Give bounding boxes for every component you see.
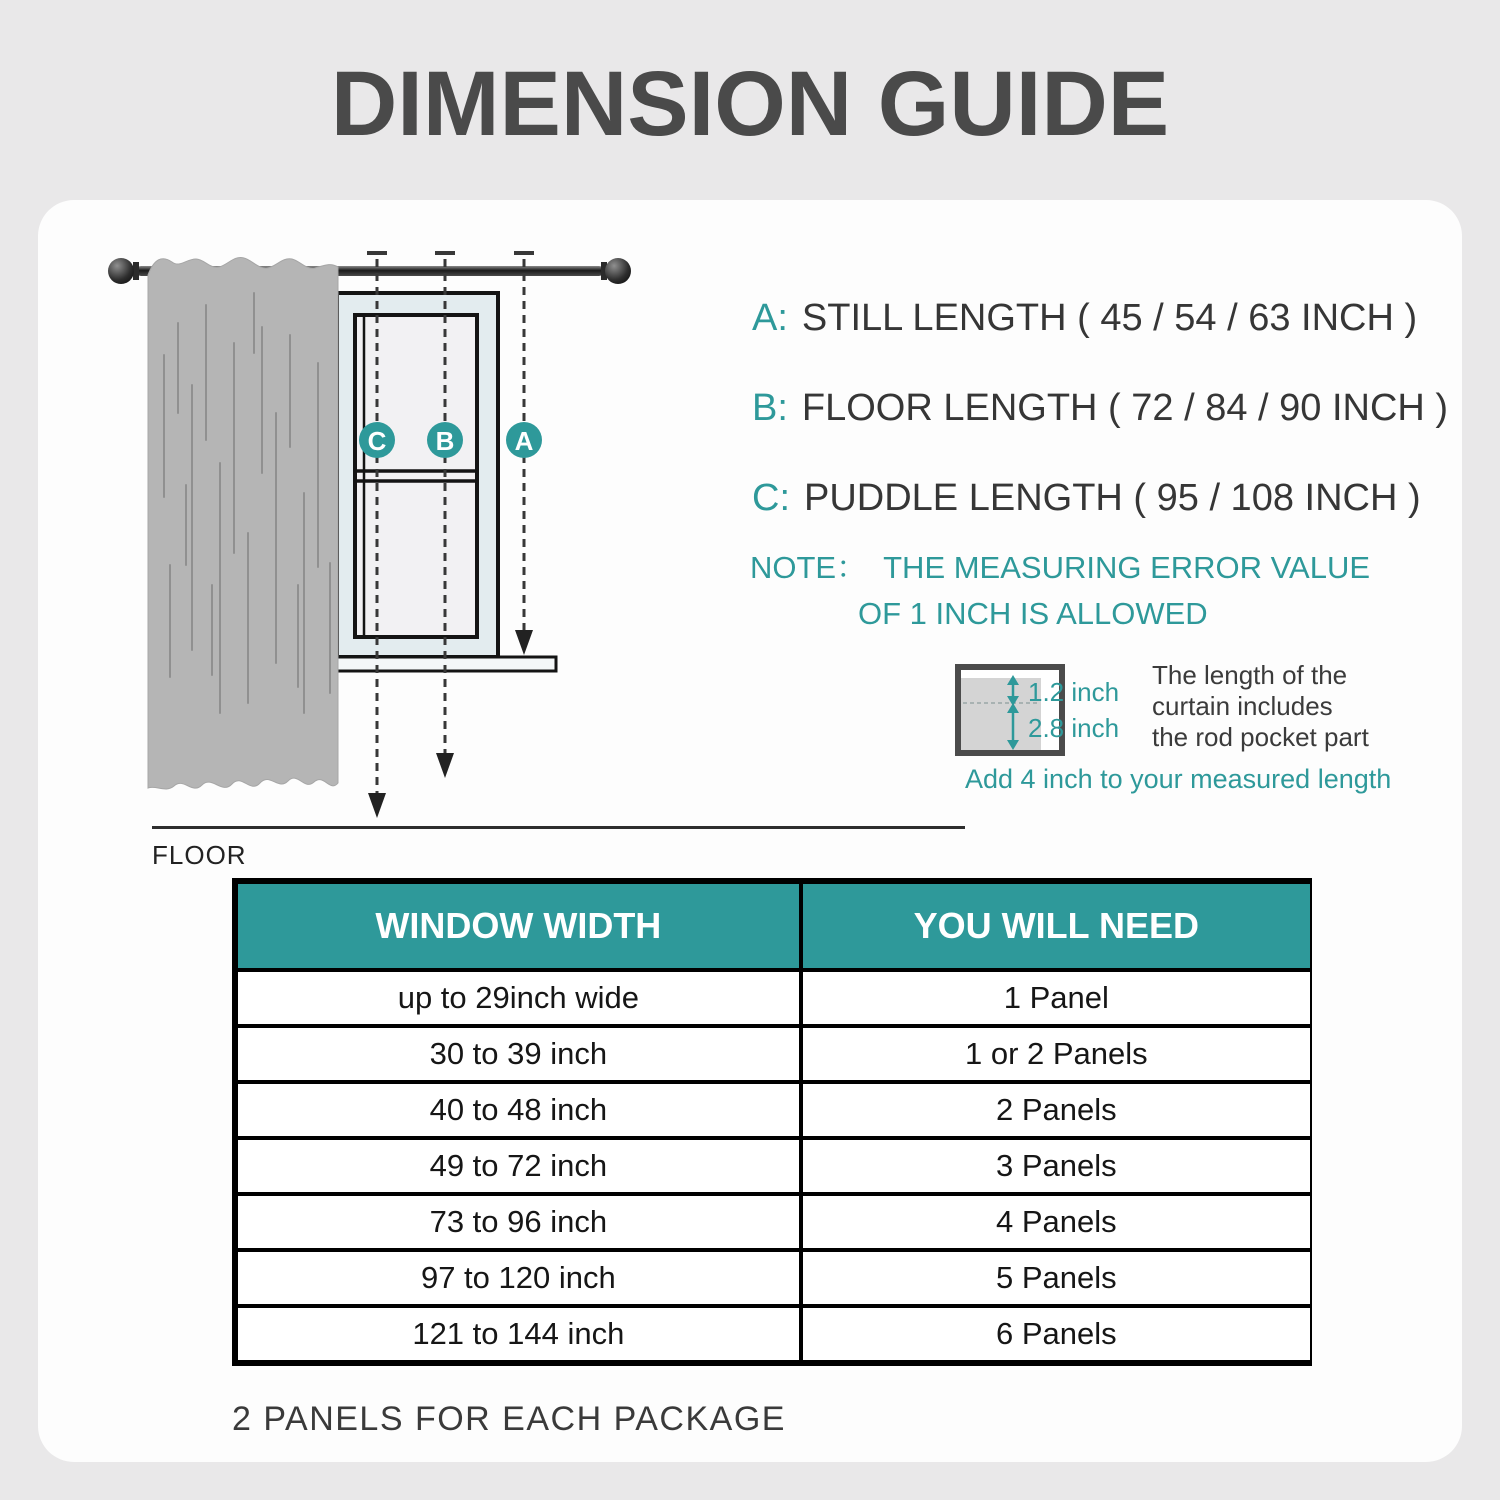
table-cell-need-5: 4 Panels [803,1196,1310,1248]
legend-text-a: STILL LENGTH ( 45 / 54 / 63 INCH ) [801,297,1418,339]
rod-finial-right [605,258,631,284]
rod-pocket-description-line-1: The length of the [1152,660,1348,690]
table-cell-need-3: 2 Panels [803,1084,1310,1136]
legend-key-a: A: [752,297,788,339]
rod-pocket-description-line-3: the rod pocket part [1152,722,1369,752]
note-text-1: THE MEASURING ERROR VALUE [883,550,1371,585]
table-cell-width-5: 73 to 96 inch [238,1196,799,1248]
legend-floor-length [752,387,1448,430]
rod-pocket-description [1152,660,1369,753]
rod-pocket-measure-top: 1.2 inch [1028,677,1120,707]
table-cell-need-1: 1 Panel [803,972,1310,1024]
legend-text-b: FLOOR LENGTH ( 72 / 84 / 90 INCH ) [801,387,1449,429]
legend-key-c: C: [752,477,790,519]
table-cell-width-4: 49 to 72 inch [238,1140,799,1192]
measure-badges [359,422,542,458]
curtain [148,257,338,789]
legend-puddle-length [752,477,1421,520]
legend-text-c: PUDDLE LENGTH ( 95 / 108 INCH ) [804,477,1421,519]
note-line-1 [750,542,1370,587]
arrowhead-c [368,793,386,818]
table-header-window-width: WINDOW WIDTH [238,884,799,968]
table-header-you-will-need: YOU WILL NEED [803,884,1310,968]
table-cell-need-4: 3 Panels [803,1140,1310,1192]
note-label: NOTE： [750,550,868,585]
floor-label: FLOOR [152,840,247,870]
rod-pocket-tip: Add 4 inch to your measured length [965,764,1392,794]
floor-line [152,826,965,829]
table-cell-width-7: 121 to 144 inch [238,1308,799,1360]
badge-a-label: A [514,426,534,456]
table-cell-width-1: up to 29inch wide [238,972,799,1024]
table-cell-width-6: 97 to 120 inch [238,1252,799,1304]
legend-key-b: B: [752,387,788,429]
package-footnote: 2 PANELS FOR EACH PACKAGE [232,1400,786,1438]
table-cell-width-3: 40 to 48 inch [238,1084,799,1136]
badge-b-label: B [435,426,455,456]
note-line-2: OF 1 INCH IS ALLOWED [858,596,1208,631]
curtain-window-illustration [100,235,660,875]
table-cell-need-2: 1 or 2 Panels [803,1028,1310,1080]
table-cell-need-6: 5 Panels [803,1252,1310,1304]
panel-count-table [232,878,1312,1366]
arrowhead-a [515,630,533,655]
page-title: DIMENSION GUIDE [330,53,1170,155]
table-cell-need-7: 6 Panels [803,1308,1310,1360]
table-cell-width-2: 30 to 39 inch [238,1028,799,1080]
badge-c-label: C [367,426,387,456]
rod-pocket-description-line-2: curtain includes [1152,691,1333,721]
arrowhead-b [436,753,454,778]
rod-pocket-measure-bottom: 2.8 inch [1028,713,1120,743]
legend-still-length [752,297,1417,340]
rod-finial-left [108,258,134,284]
